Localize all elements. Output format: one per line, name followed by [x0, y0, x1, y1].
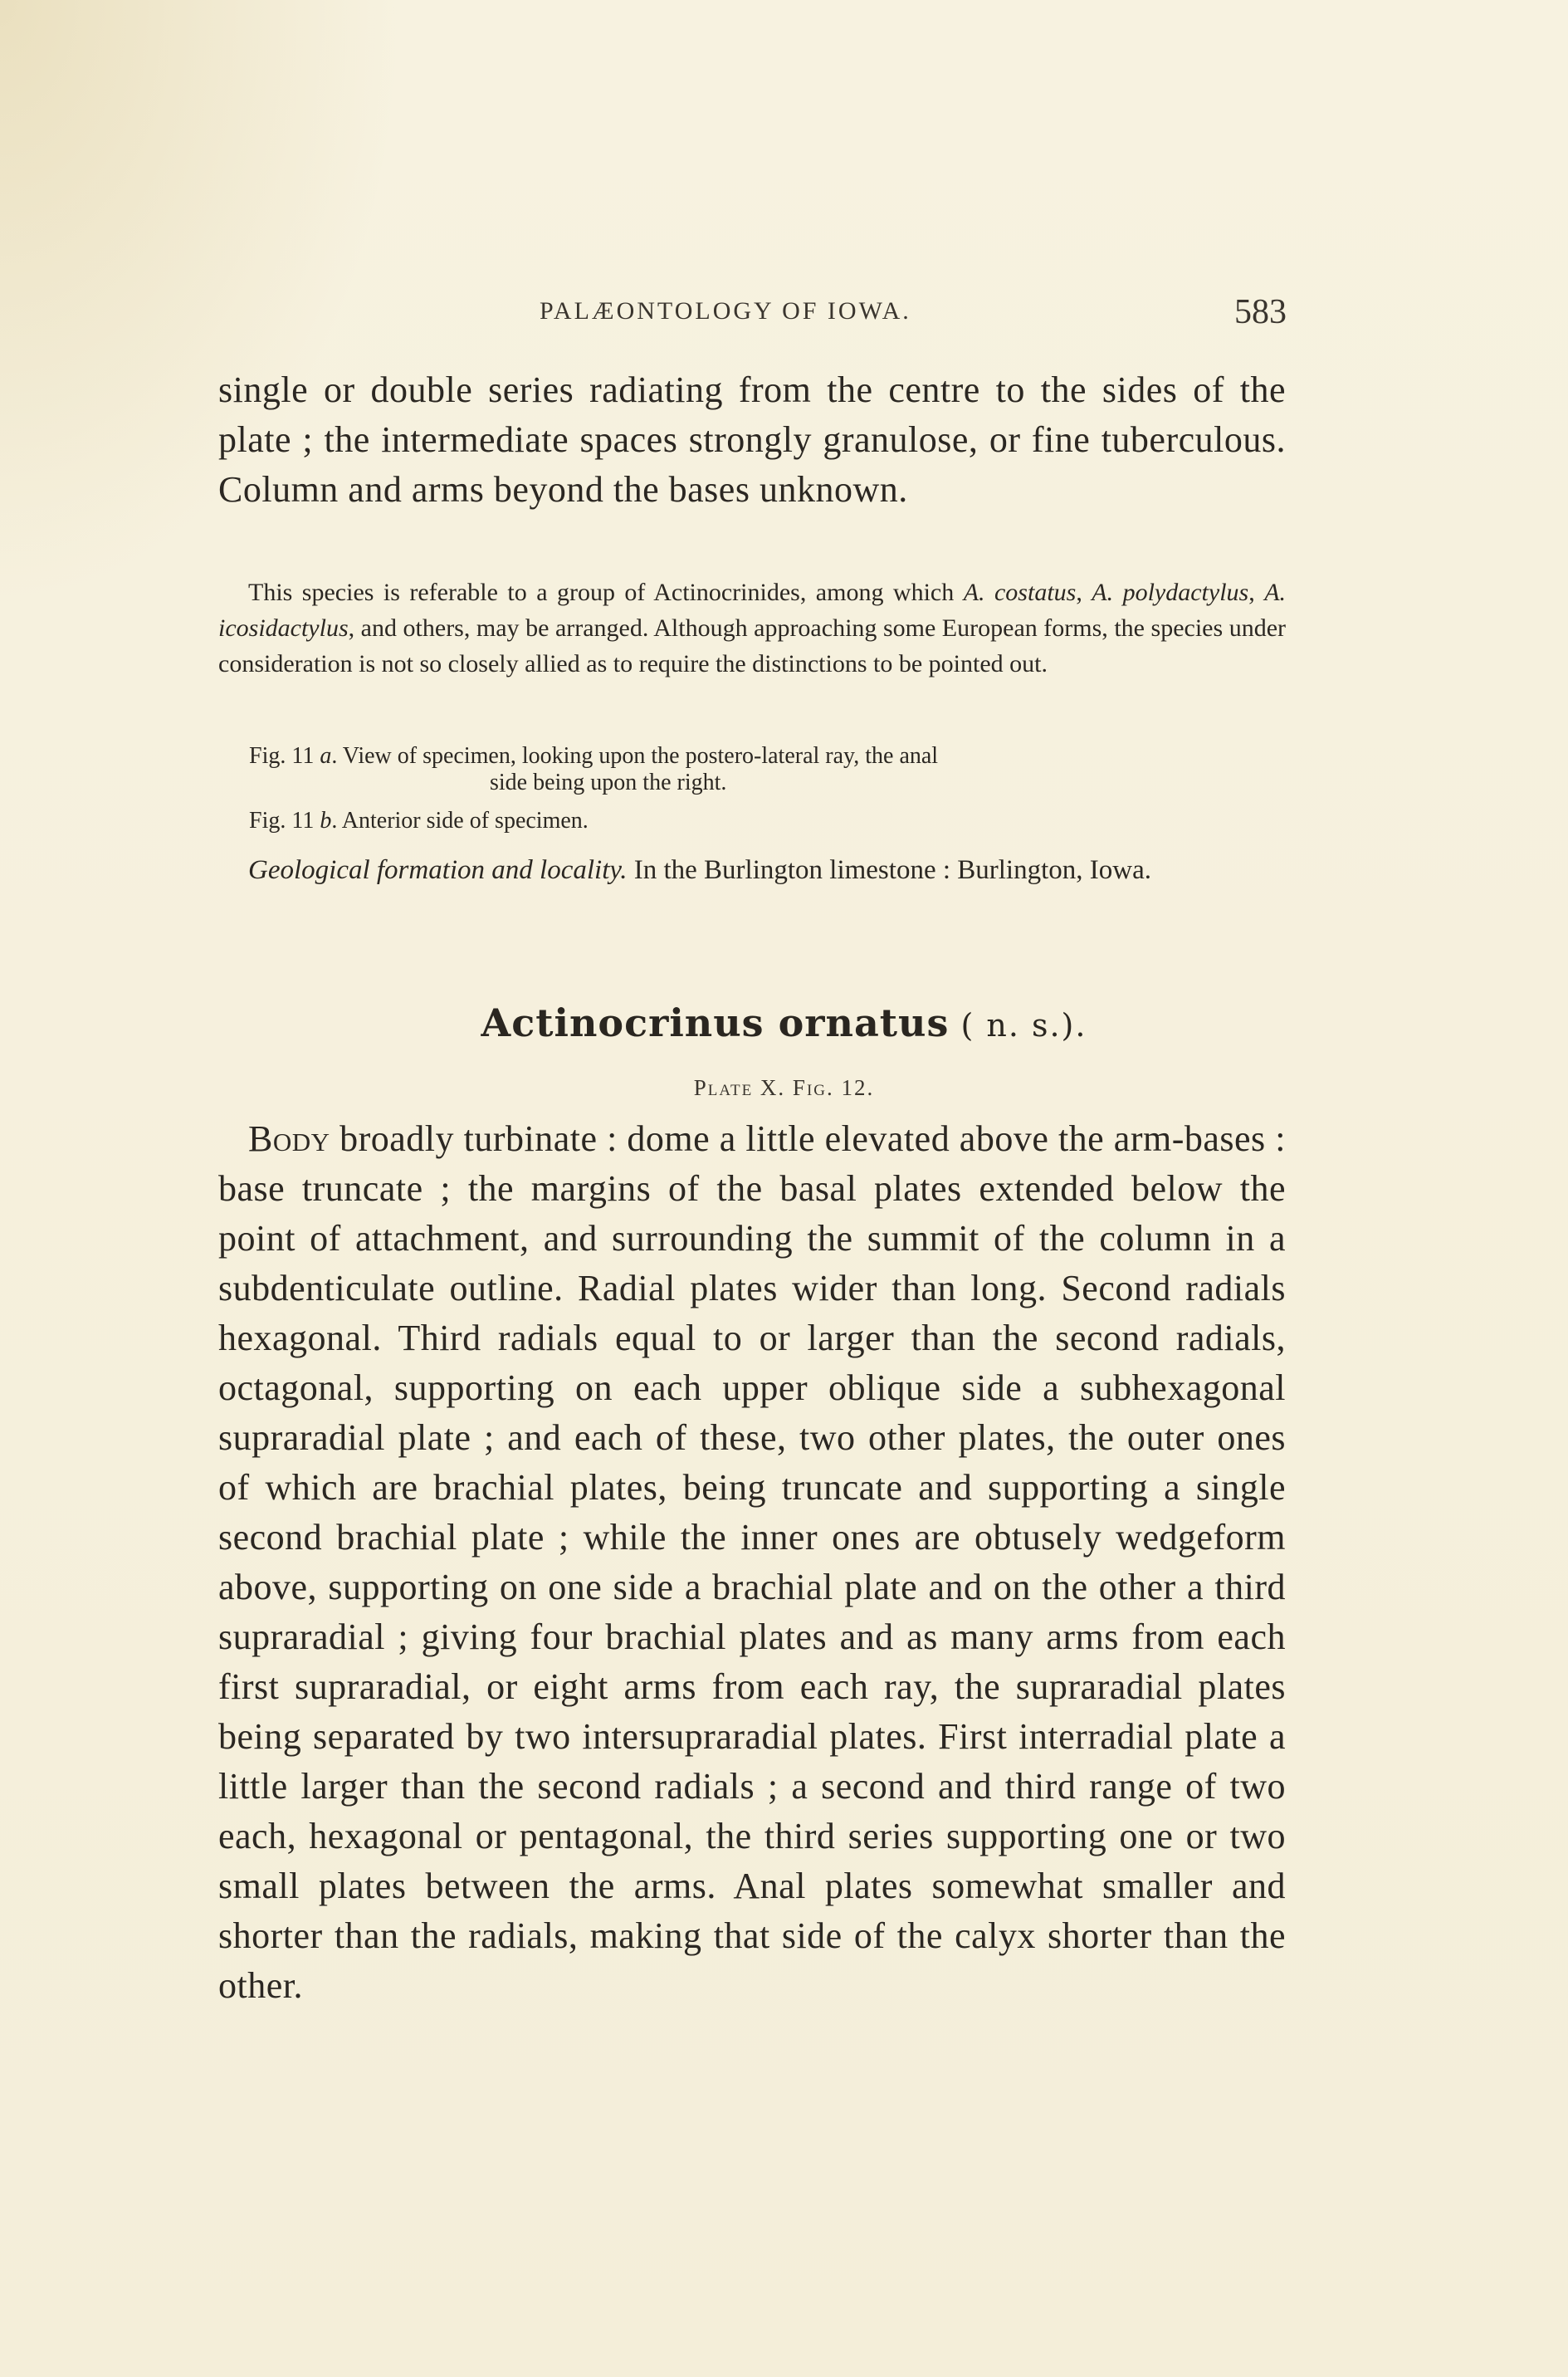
opening-paragraph: single or double series radiating from the centre to the sides of the plate ; the intermediate spaces strongly granulose, or fine tuberculous. Column and arms beyond the bases unknown.	[218, 369, 1286, 510]
figure-text: . View of specimen, looking upon the postero-lateral ray, the anal	[331, 743, 939, 769]
geological-text: In the Burlington limestone : Burlington, Iowa.	[627, 855, 1151, 885]
species-name: A. polydactylus	[1092, 579, 1249, 606]
description-lead: Body	[248, 1118, 330, 1159]
species-name: A. costatus	[963, 579, 1077, 606]
species-description	[218, 1114, 1286, 2011]
figure-caption-11a	[249, 743, 1287, 796]
remarks-text: , and others, may be arranged. Although approaching some European forms, the species under consideration is not so closely allied as to require the distinctions to be pointed out.	[218, 614, 1286, 677]
figure-label: Fig. 11	[249, 743, 315, 769]
species-title: Actinocrinus ornatus	[481, 1000, 950, 1045]
running-head: PALÆONTOLOGY OF IOWA.	[540, 297, 911, 325]
remarks-text: This species is referable to a group of Actinocrinides, among which	[248, 579, 964, 606]
figure-text: . Anterior side of specimen.	[331, 808, 589, 834]
page-header	[216, 293, 1287, 339]
figure-caption-11b	[249, 808, 1287, 834]
separator: ,	[1248, 579, 1265, 606]
figure-letter: b	[320, 808, 332, 834]
page-number: 583	[1234, 293, 1287, 331]
figure-text-continued: side being upon the right.	[490, 770, 727, 795]
plate-reference: Plate X. Fig. 12.	[693, 1075, 875, 1100]
remarks-paragraph	[218, 575, 1286, 682]
species-heading	[0, 1000, 1568, 1045]
description-text: broadly turbinate : dome a little elevated above the arm-bases : base truncate ; the margins of the basal plates extended below the point of attachment, and surrounding the summit of the column in a subdenticulate outline. Radial plates wider than long. Second radials hexagonal. Third radials equal to or larger than the second radials, octagonal, supporting on each upper oblique side a subhexagonal supraradial plate ; and each of these, two other plates, the outer ones of which are brachial plates, being truncate and supporting a single second brachial plate ; while the inner ones are obtusely wedgeform above, supporting on one side a brachial plate and on the other a third supraradial ; giving four brachial plates and as many arms from each first supraradial, or eight arms from each ray, the supraradial plates being separated by two intersupraradial plates. First interradial plate a little larger than the second radials ; a second and third range of two each, hexagonal or pentagonal, the third series supporting one or two small plates between the arms. Anal plates somewhat smaller and shorter than the radials, making that side of the calyx shorter than the other.	[218, 1118, 1286, 2006]
figure-label: Fig. 11	[249, 808, 315, 834]
geological-locality	[218, 849, 1286, 892]
species-status: ( n. s.).	[949, 1007, 1087, 1044]
separator: ,	[1076, 579, 1092, 606]
figure-letter: a	[320, 743, 332, 769]
geological-label: Geological formation and locality.	[248, 855, 628, 885]
species-name: A. icosidactylus	[218, 579, 1287, 642]
